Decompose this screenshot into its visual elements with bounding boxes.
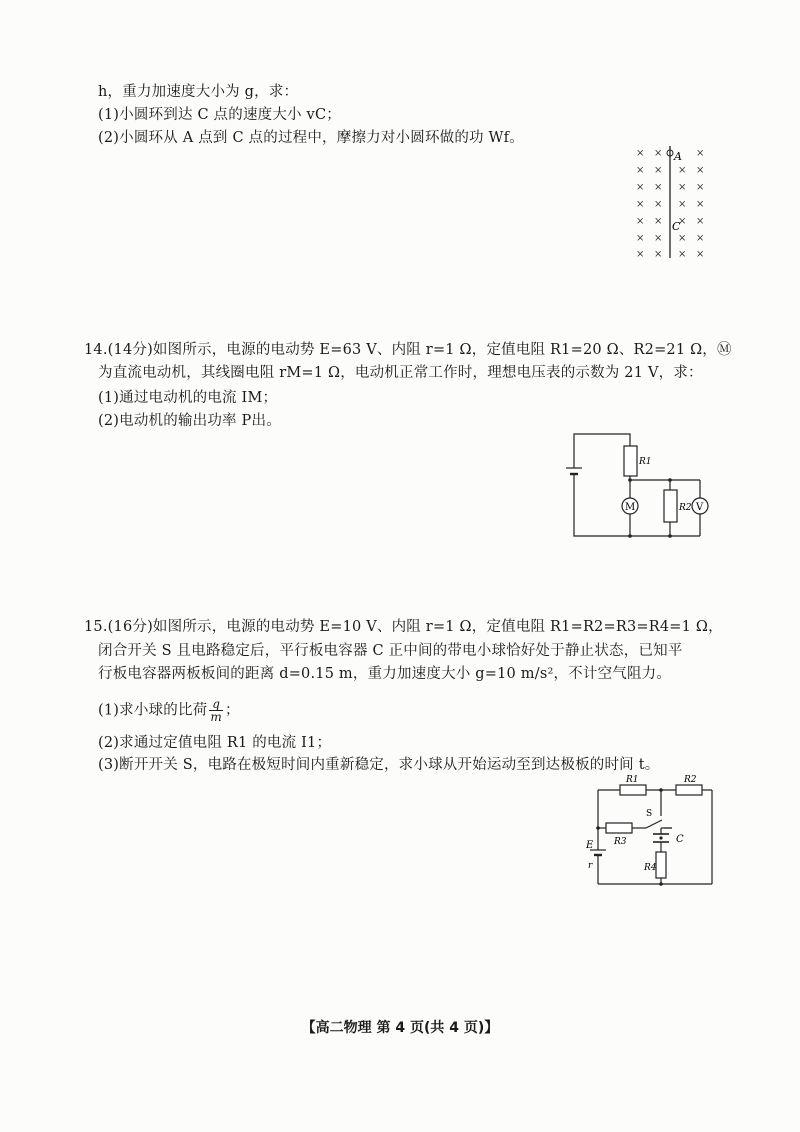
q13-line-2: (1)小圆环到达 C 点的速度大小 vC；	[98, 107, 341, 123]
label-a: A	[674, 150, 682, 163]
cross: ×	[636, 148, 645, 159]
label-r2: R2	[679, 503, 692, 513]
q15-line-2: 闭合开关 S 且电路稳定后，平行板电容器 C 正中间的带电小球恰好处于静止状态，已知平	[98, 643, 683, 659]
cross: ×	[654, 148, 663, 159]
q14-line-3: (1)通过电动机的电流 IM；	[98, 390, 278, 406]
q13-line-3: (2)小圆环从 A 点到 C 点的过程中，摩擦力对小圆环做的功 Wf。	[98, 130, 524, 146]
cross: ×	[696, 249, 705, 260]
cross: ×	[696, 182, 705, 193]
q15-line-4-suffix: ；	[224, 702, 240, 719]
cross: ×	[678, 233, 687, 244]
q13-line-1: h，重力加速度大小为 g，求：	[98, 84, 299, 100]
q15-line-4	[98, 698, 240, 723]
label-c: C	[672, 220, 681, 233]
q15-line-5: (2)求通过定值电阻 R1 的电流 I1；	[98, 735, 332, 751]
cross: ×	[636, 199, 645, 210]
q14-circuit-figure	[560, 428, 720, 540]
cross: ×	[654, 249, 663, 260]
fraction-numerator: q	[209, 698, 223, 711]
q15-circuit-figure	[584, 770, 724, 890]
cross: ×	[696, 216, 705, 227]
cross: ×	[636, 216, 645, 227]
cross: ×	[636, 165, 645, 176]
cross: ×	[636, 182, 645, 193]
label-s: S	[646, 809, 653, 819]
q14-line-4: (2)电动机的输出功率 P出。	[98, 413, 281, 429]
voltmeter-symbol: V	[696, 502, 704, 513]
cross: ×	[678, 165, 687, 176]
cross: ×	[696, 199, 705, 210]
cross: ×	[654, 216, 663, 227]
fraction-denominator: m	[210, 710, 222, 724]
cross: ×	[696, 233, 705, 244]
label-r2: R2	[684, 775, 697, 785]
cross: ×	[678, 182, 687, 193]
label-r3: R3	[614, 837, 627, 847]
label-c: C	[676, 834, 684, 845]
q14-line-2: 为直流电动机，其线圈电阻 rM=1 Ω，电动机正常工作时，理想电压表的示数为 21 V，求：	[98, 365, 703, 381]
cross: ×	[678, 199, 687, 210]
label-r4: R4	[644, 863, 657, 873]
cross: ×	[678, 216, 687, 227]
label-r1: R1	[626, 775, 639, 785]
cross: ×	[636, 233, 645, 244]
motor-symbol: M	[625, 502, 636, 513]
cross: ×	[654, 199, 663, 210]
cross: ×	[678, 249, 687, 260]
q14-line-1: 14.(14分)如图所示，电源的电动势 E=63 V、内阻 r=1 Ω，定值电阻 R1=20 Ω、R2=21 Ω，Ⓜ	[84, 342, 732, 358]
q15-line-6: (3)断开开关 S，电路在极短时间内重新稳定，求小球从开始运动至到达极板的时间 t。	[98, 757, 660, 773]
charge-mass-fraction	[209, 698, 223, 723]
q15-line-3: 行板电容器两板板间的距离 d=0.15 m，重力加速度大小 g=10 m/s²，不计空气阻力。	[98, 666, 672, 682]
cross: ×	[654, 233, 663, 244]
q15-line-1: 15.(16分)如图所示，电源的电动势 E=10 V、内阻 r=1 Ω，定值电阻 R1=R2=R3=R4=1 Ω，	[84, 619, 723, 635]
label-r: r	[588, 861, 593, 871]
cross: ×	[654, 182, 663, 193]
cross: ×	[696, 148, 705, 159]
label-e: E	[586, 840, 594, 851]
cross: ×	[696, 165, 705, 176]
page-footer: 【高二物理 第 4 页(共 4 页)】	[301, 1020, 499, 1036]
cross: ×	[654, 165, 663, 176]
q13-field-figure	[628, 144, 718, 264]
label-r1: R1	[639, 457, 652, 467]
cross: ×	[636, 249, 645, 260]
q15-line-4-prefix: (1)求小球的比荷	[98, 702, 208, 719]
